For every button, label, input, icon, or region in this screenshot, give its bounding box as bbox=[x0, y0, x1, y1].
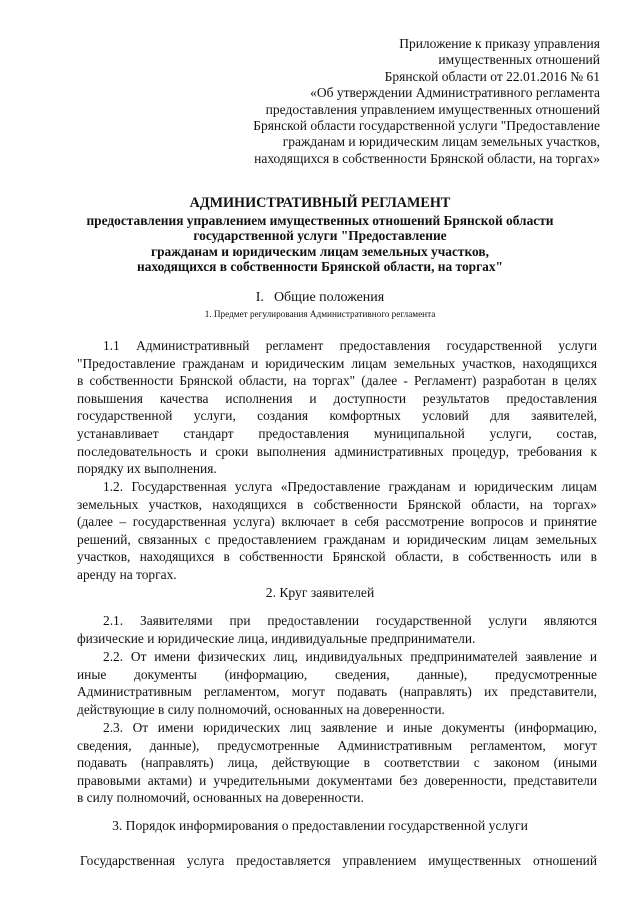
paragraph-line: Государственная услуга предоставляется управлением имущественных отношений bbox=[80, 853, 597, 868]
paragraph-line: в собственности Брянской области, на торгах" (далее - Регламент) разработан в целях bbox=[77, 373, 597, 389]
paragraph-line: Административным регламентом, могут подавать (направлять) их представители, bbox=[77, 684, 597, 700]
paragraph-line: аренду на торгах. bbox=[77, 566, 177, 582]
paragraph-line: последовательность и сроки выполнения административных процедур, требования к bbox=[77, 443, 597, 459]
paragraph-line: устанавливает стандарт предоставления муниципальной услуги, состав, bbox=[77, 425, 597, 441]
paragraph-line: подавать (направлять) лица, действующие в соответствии с законом (иными bbox=[77, 755, 597, 771]
section-1-title: Общие положения bbox=[273, 290, 385, 305]
section-1-number: I. bbox=[255, 290, 264, 305]
document-title bbox=[40, 196, 600, 275]
appendix-line: гражданам и юридическим лицам земельных участков, bbox=[282, 134, 600, 150]
section-1-heading bbox=[40, 290, 600, 306]
section-3-heading: 3. Порядок информирования о предоставлении государственной услуги bbox=[112, 818, 528, 833]
paragraph-line: иные документы (информацию, сведения, данные), предусмотренные bbox=[77, 666, 597, 682]
paragraph-line: 2.3. От имени юридических лиц заявление и иные документы (информацию, bbox=[103, 720, 597, 735]
paragraph-line: порядку их выполнения. bbox=[77, 461, 217, 477]
appendix-line: Брянской области государственной услуги "Предоставление bbox=[253, 118, 600, 134]
section-1-subtitle: 1. Предмет регулирования Административного регламента bbox=[204, 309, 436, 319]
appendix-line: предоставления управлением имущественных отношений bbox=[265, 101, 600, 117]
appendix-line: «Об утверждении Административного регламента bbox=[310, 85, 600, 101]
paragraph-line: сведения, данные), предусмотренные Административным регламентом, могут bbox=[77, 737, 597, 753]
section-2-heading: 2. Круг заявителей bbox=[265, 585, 375, 600]
paragraph-line: "Предоставление гражданам и юридическим лицам земельных участков, находящихся bbox=[77, 355, 597, 371]
appendix-line: имущественных отношений bbox=[438, 52, 600, 68]
paragraph-line: земельных участков, находящихся в собственности Брянской области, на торгах» bbox=[77, 496, 597, 512]
paragraph-line: действующие в силу полномочий, основанных на доверенности. bbox=[77, 701, 445, 717]
paragraph-line: решений, связанных с предоставлением гражданам и юридическим лицам земельных bbox=[77, 531, 597, 547]
paragraph-1-2 bbox=[77, 478, 597, 584]
paragraph-line: 1.1 Административный регламент предоставления государственной услуги bbox=[103, 338, 597, 353]
paragraph-line: 1.2. Государственная услуга «Предоставление гражданам и юридическим лицам bbox=[103, 479, 597, 494]
title-line: предоставления управлением имущественных отношений Брянской области bbox=[86, 212, 554, 228]
paragraph-3 bbox=[80, 852, 597, 870]
paragraph-2-2 bbox=[77, 648, 597, 718]
title-main: АДМИНИСТРАТИВНЫЙ РЕГЛАМЕНТ bbox=[189, 195, 451, 211]
title-line: гражданам и юридическим лицам земельных участков, bbox=[151, 243, 489, 259]
paragraph-line: правовыми актами) и учредительными документами без доверенности, представители bbox=[77, 772, 597, 788]
appendix-header bbox=[220, 36, 600, 167]
title-line: государственной услуги "Предоставление bbox=[193, 228, 447, 244]
appendix-line: Приложение к приказу управления bbox=[399, 36, 600, 51]
appendix-line: Брянской области от 22.01.2016 № 61 bbox=[384, 68, 600, 84]
title-line: находящихся в собственности Брянской области, на торгах" bbox=[136, 259, 503, 275]
paragraph-line: участков, находящихся в собственности Брянской области, в собственность или в bbox=[77, 549, 597, 565]
paragraph-line: физические и юридические лица, индивидуальные предприниматели. bbox=[77, 630, 476, 646]
paragraph-2-3 bbox=[77, 719, 597, 807]
paragraph-line: 2.2. От имени физических лиц, индивидуальных предпринимателей заявление и bbox=[103, 649, 597, 664]
appendix-line: находящихся в собственности Брянской области, на торгах» bbox=[254, 150, 600, 166]
paragraph-1-1 bbox=[77, 337, 597, 478]
paragraph-2-1 bbox=[77, 612, 597, 647]
paragraph-line: в силу полномочий, основанных на доверенности. bbox=[77, 790, 364, 806]
paragraph-line: государственной услуги, создания комфортных условий для заявителей, bbox=[77, 408, 597, 424]
paragraph-line: (далее – государственная услуга) включает в себя рассмотрение вопросов и принятие bbox=[77, 514, 597, 530]
paragraph-line: 2.1. Заявителями при предоставлении государственной услуги являются bbox=[103, 613, 597, 628]
paragraph-line: повышения качества исполнения и доступности результатов предоставления bbox=[77, 390, 597, 406]
